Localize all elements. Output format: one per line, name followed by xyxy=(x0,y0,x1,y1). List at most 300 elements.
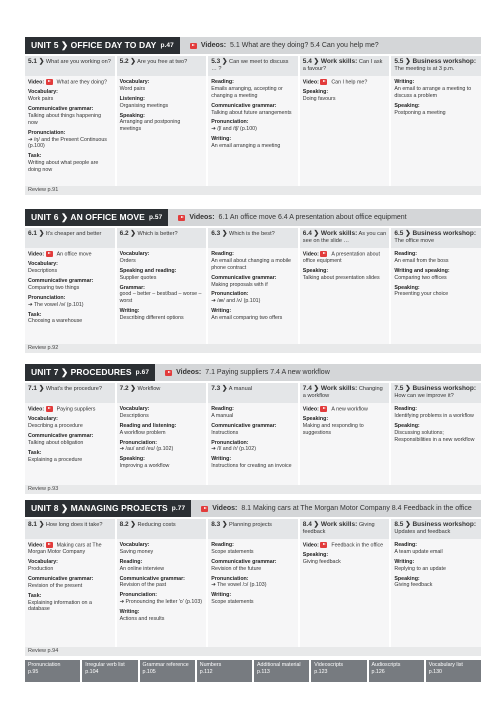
footer-item-page: p.104 xyxy=(85,668,99,675)
lesson-entry xyxy=(28,130,112,151)
footer-item xyxy=(25,660,82,682)
entry-text: ➔ The vowel /ɔ/ (p.103) xyxy=(211,582,267,589)
unit-title xyxy=(25,37,180,54)
footer-item-page: p.105 xyxy=(142,668,156,675)
lesson-entry xyxy=(28,295,112,309)
lesson-number: 5.4 ❯ Work skills: xyxy=(302,58,358,65)
lesson-number: 8.5 ❯ Business workshop: xyxy=(394,521,477,528)
lesson-number: 8.2 ❯ xyxy=(119,521,136,528)
lesson-entry xyxy=(303,542,387,549)
lesson-number: 8.3 ❯ xyxy=(211,521,228,528)
entry-text: What are they doing? xyxy=(56,79,107,86)
lesson-entry xyxy=(211,119,295,133)
video-icon xyxy=(320,79,327,85)
lesson-title: What's the procedure? xyxy=(45,386,102,392)
unit-block xyxy=(25,500,481,656)
lesson-entry xyxy=(211,136,295,150)
unit-header xyxy=(25,209,481,226)
lesson-column xyxy=(117,539,209,647)
lesson-entry xyxy=(394,251,478,265)
lesson-header xyxy=(391,519,481,539)
lesson-entry xyxy=(28,312,112,326)
unit-videos xyxy=(191,500,472,517)
lesson-entry xyxy=(28,89,112,103)
lesson-entry xyxy=(303,416,387,437)
entry-text: ➔ /ʃ/ and /tʃ/ (p.100) xyxy=(211,126,257,133)
entry-label: Reading: xyxy=(394,542,418,548)
lesson-header xyxy=(117,383,209,403)
entry-label: Communicative grammar: xyxy=(211,102,277,109)
videos-label: Videos: xyxy=(200,42,227,49)
lesson-title: Are you free at two? xyxy=(137,59,188,65)
entry-label: Writing: xyxy=(211,308,232,315)
lesson-entry xyxy=(28,433,112,447)
entry-label: Reading and listening: xyxy=(119,422,177,429)
entry-label: Vocabulary: xyxy=(119,251,150,257)
lesson-title: Which is better? xyxy=(137,231,178,237)
lesson-entry xyxy=(211,456,295,470)
entry-label: Speaking: xyxy=(119,112,145,119)
lesson-title: Giving feedback xyxy=(302,522,375,536)
video-icon xyxy=(46,251,53,257)
entry-text: Arranging and postponing meetings xyxy=(119,119,181,133)
entry-label: Reading: xyxy=(394,251,418,257)
entry-label: Video: xyxy=(28,542,45,549)
footer-item-page: p.95 xyxy=(28,668,39,675)
entry-label: Communicative grammar: xyxy=(28,575,94,582)
entry-label: Vocabulary: xyxy=(28,559,58,566)
lesson-number: 7.1 ❯ xyxy=(28,385,45,392)
lesson-entry xyxy=(120,268,204,282)
entry-label: Speaking: xyxy=(394,422,420,429)
lesson-header xyxy=(208,519,300,539)
lesson-entry xyxy=(394,423,478,444)
lesson-column xyxy=(300,248,392,344)
lesson-entry xyxy=(28,406,112,413)
review-link: Review p.92 xyxy=(25,344,481,353)
review-link: Review p.91 xyxy=(25,186,481,195)
footer-item-title: Pronunciation xyxy=(28,662,61,668)
entry-label: Listening: xyxy=(119,95,145,102)
lesson-number: 8.4 ❯ Work skills: xyxy=(302,521,358,528)
entry-text: Making and responding to suggestions xyxy=(302,423,364,437)
entry-label: Video: xyxy=(28,79,45,86)
videos-label: Videos: xyxy=(189,214,215,221)
entry-text: ➔ /æ/ and /ʌ/ (p.101) xyxy=(211,298,261,305)
lesson-number: 6.2 ❯ xyxy=(119,230,136,237)
entry-text: Describing a procedure xyxy=(28,423,83,430)
unit-title xyxy=(25,364,155,381)
entry-text: An email to arrange a meeting to discuss a problem xyxy=(394,85,472,99)
reference-footer xyxy=(25,660,481,682)
entry-text: Instructions for creating an invoice xyxy=(211,463,292,470)
entry-text: A team update email xyxy=(394,548,443,555)
lesson-column xyxy=(208,76,300,186)
lesson-entry xyxy=(211,406,295,420)
footer-item xyxy=(311,660,368,682)
lesson-title: The meeting is at 3 p.m. xyxy=(394,66,455,73)
entry-text: good – better – best/bad – worse – worst xyxy=(119,291,202,305)
lesson-content-row xyxy=(25,403,481,485)
lesson-entry xyxy=(120,609,204,623)
unit-title xyxy=(25,500,191,517)
lesson-entry xyxy=(211,559,295,573)
lesson-entry xyxy=(211,275,295,289)
entry-label: Writing: xyxy=(119,609,140,615)
entry-text: Giving feedback xyxy=(302,559,341,566)
lesson-entry xyxy=(211,592,295,606)
lesson-header xyxy=(391,228,481,248)
lesson-column xyxy=(25,403,117,485)
footer-item xyxy=(197,660,254,682)
lesson-number: 8.1 ❯ xyxy=(28,521,45,528)
lesson-number: 6.3 ❯ xyxy=(211,230,228,237)
footer-item-title: Videoscripts xyxy=(314,662,344,668)
lesson-header xyxy=(117,519,209,539)
lesson-entry xyxy=(120,308,204,322)
lesson-entry xyxy=(120,592,204,606)
entry-text: Word pairs xyxy=(119,85,146,92)
lesson-entry xyxy=(211,576,295,590)
entry-text: Talking about obligation xyxy=(28,439,84,446)
entry-label: Video: xyxy=(302,406,319,413)
lesson-number: 5.2 ❯ xyxy=(119,58,136,65)
lesson-entry xyxy=(28,576,112,590)
entry-text: Talking about future arrangements xyxy=(211,109,292,116)
lesson-entry xyxy=(303,406,387,413)
unit-title-text: UNIT 8 ❯ MANAGING PROJECTS xyxy=(31,503,168,513)
entry-text: Choosing a warehouse xyxy=(28,318,83,325)
entry-text: Discussing solutions; Responsibilities in a new workflow xyxy=(394,429,475,443)
lesson-header xyxy=(300,383,392,403)
lesson-title: A manual xyxy=(228,386,253,392)
entry-label: Video: xyxy=(28,251,45,258)
entry-label: Communicative grammar: xyxy=(28,278,94,285)
entry-label: Speaking: xyxy=(302,89,329,96)
entry-text: A new workflow xyxy=(331,406,368,413)
lesson-number: 6.5 ❯ Business workshop: xyxy=(394,230,477,237)
lesson-row xyxy=(25,519,481,539)
entry-label: Writing: xyxy=(211,456,232,463)
lesson-header xyxy=(25,228,117,248)
lesson-entry xyxy=(28,542,112,556)
entry-text: Revision of the future xyxy=(211,565,262,572)
entry-label: Reading: xyxy=(211,251,234,257)
unit-videos xyxy=(180,37,379,54)
entry-text: Talking about presentation slides xyxy=(302,275,380,282)
lesson-entry xyxy=(120,576,204,590)
footer-item xyxy=(254,660,311,682)
lesson-title: Planning projects xyxy=(229,522,272,528)
footer-item-page: p.113 xyxy=(257,668,270,675)
video-icon xyxy=(320,251,327,257)
video-icon xyxy=(46,406,53,412)
lesson-row xyxy=(25,56,481,76)
entry-text: Orders xyxy=(119,257,136,264)
lesson-header xyxy=(208,228,300,248)
entry-label: Reading: xyxy=(211,542,234,548)
entry-text: ➔ /ŋ/ and the Present Continuous (p.100) xyxy=(28,136,107,150)
unit-title xyxy=(25,209,168,226)
entry-label: Speaking: xyxy=(119,456,145,463)
lesson-entry xyxy=(28,261,112,275)
videos-list: 5.1 What are they doing? 5.4 Can you help me? xyxy=(230,42,379,49)
lesson-column xyxy=(117,248,209,344)
entry-label: Video: xyxy=(302,542,319,549)
video-icon xyxy=(46,542,53,548)
entry-label: Task: xyxy=(28,153,42,160)
entry-text: Revision of the present xyxy=(28,582,83,589)
lesson-header xyxy=(117,56,209,76)
entry-label: Task: xyxy=(28,449,42,456)
entry-label: Vocabulary: xyxy=(28,416,58,423)
lesson-number: 5.1 ❯ xyxy=(28,58,45,65)
lesson-entry xyxy=(211,103,295,117)
entry-label: Writing and speaking: xyxy=(394,267,450,274)
lesson-entry xyxy=(120,440,204,454)
lesson-column xyxy=(25,248,117,344)
lesson-title: Workflow xyxy=(137,386,161,392)
entry-text: Describing different options xyxy=(119,315,184,321)
lesson-entry xyxy=(120,559,204,573)
review-link: Review p.94 xyxy=(25,647,481,656)
lesson-entry xyxy=(211,291,295,305)
lesson-number: 5.3 ❯ xyxy=(211,58,228,65)
entry-label: Speaking: xyxy=(302,416,329,423)
lesson-entry xyxy=(303,251,387,265)
entry-label: Speaking: xyxy=(394,284,420,291)
lesson-column xyxy=(208,248,300,344)
lesson-column xyxy=(208,403,300,485)
entry-label: Task: xyxy=(28,311,42,318)
lesson-entry xyxy=(120,113,204,134)
lesson-number: 6.1 ❯ xyxy=(28,230,45,237)
lesson-entry xyxy=(303,89,387,103)
entry-text: An office move xyxy=(56,251,92,258)
footer-item xyxy=(140,660,197,682)
lesson-entry xyxy=(120,79,204,93)
entry-label: Writing: xyxy=(211,136,232,143)
lesson-title: How can we improve it? xyxy=(394,393,454,400)
lesson-title: Changing a workflow xyxy=(302,386,383,400)
entry-label: Writing: xyxy=(394,558,415,565)
lesson-entry xyxy=(211,251,295,272)
lesson-entry xyxy=(303,79,387,86)
entry-label: Speaking: xyxy=(302,552,329,559)
lesson-entry xyxy=(394,268,478,282)
lesson-entry xyxy=(211,542,295,556)
lesson-entry xyxy=(211,79,295,100)
lesson-content-row xyxy=(25,76,481,186)
lesson-column xyxy=(25,76,117,186)
entry-text: Revision of the past xyxy=(119,582,167,589)
footer-item-title: Vocabulary list xyxy=(428,662,463,668)
lesson-header xyxy=(300,228,392,248)
lesson-entry xyxy=(28,251,112,258)
lesson-header xyxy=(391,383,481,403)
footer-item-title: Irregular verb list xyxy=(85,662,125,668)
lesson-header xyxy=(25,383,117,403)
lesson-row xyxy=(25,228,481,248)
entry-text: A presentation about office equipment xyxy=(302,251,380,265)
entry-text: ➔ /au/ and /eu/ (p.102) xyxy=(119,446,174,453)
lesson-header xyxy=(25,56,117,76)
lesson-row xyxy=(25,383,481,403)
footer-item-title: Numbers xyxy=(199,662,222,668)
lesson-header xyxy=(208,56,300,76)
lesson-entry xyxy=(120,285,204,306)
lesson-title: Can we meet to discuss … ? xyxy=(211,59,289,73)
entry-text: Making cars at The Morgan Motor Company xyxy=(28,542,102,556)
lesson-header xyxy=(391,56,481,76)
entry-text: Replying to an update xyxy=(394,565,446,572)
unit-videos xyxy=(155,364,330,381)
entry-text: Making proposals with if xyxy=(211,281,268,288)
entry-text: ➔ The vowel /ə/ (p.101) xyxy=(28,301,84,308)
lesson-entry xyxy=(28,416,112,430)
lesson-header xyxy=(25,519,117,539)
lesson-content-row xyxy=(25,539,481,647)
lesson-entry xyxy=(120,96,204,110)
entry-text: Scope statements xyxy=(211,599,254,606)
lesson-column xyxy=(391,403,481,485)
entry-label: Pronunciation: xyxy=(211,119,249,126)
unit-block xyxy=(25,209,481,353)
footer-item xyxy=(82,660,139,682)
entry-label: Vocabulary: xyxy=(28,261,58,268)
entry-text: Organising meetings xyxy=(119,102,169,109)
entry-label: Speaking and reading: xyxy=(119,267,177,274)
entry-label: Task: xyxy=(28,592,42,599)
entry-label: Video: xyxy=(302,251,319,258)
lesson-title: As you can see on the slide … xyxy=(302,231,387,245)
entry-text: A workflow problem xyxy=(119,429,166,436)
entry-label: Vocabulary: xyxy=(119,542,150,548)
entry-label: Pronunciation: xyxy=(211,291,249,298)
lesson-entry xyxy=(120,542,204,556)
entry-text: Giving feedback xyxy=(394,582,433,589)
lesson-title: It's cheaper and better xyxy=(45,231,102,237)
review-link: Review p.93 xyxy=(25,485,481,494)
lesson-entry xyxy=(28,593,112,614)
lesson-title: Can I ask a favour? xyxy=(302,59,383,73)
footer-item-page: p.123 xyxy=(314,668,328,675)
unit-block xyxy=(25,364,481,494)
entry-text: ➔ Pronouncing the letter 'o' (p.103) xyxy=(119,599,203,606)
lesson-entry xyxy=(28,153,112,174)
entry-text: Writing about what people are doing now xyxy=(28,160,99,174)
lesson-column xyxy=(117,403,209,485)
lesson-entry xyxy=(394,559,478,573)
lesson-entry xyxy=(120,456,204,470)
lesson-column xyxy=(391,248,481,344)
unit-title-text: UNIT 7 ❯ PROCEDURES xyxy=(31,367,132,377)
entry-label: Communicative grammar: xyxy=(28,433,94,440)
unit-title-text: UNIT 5 ❯ OFFICE DAY TO DAY xyxy=(31,40,157,50)
lesson-entry xyxy=(303,552,387,566)
entry-text: Supplier quotes xyxy=(119,274,157,281)
entry-label: Video: xyxy=(302,79,319,86)
lesson-column xyxy=(25,539,117,647)
entry-label: Vocabulary: xyxy=(119,79,150,85)
lesson-number: 6.4 ❯ Work skills: xyxy=(302,230,358,237)
unit-header xyxy=(25,37,481,54)
footer-item-page: p.112 xyxy=(199,668,213,675)
lesson-title: How long does it take? xyxy=(45,522,103,528)
entry-label: Communicative grammar: xyxy=(211,422,277,429)
unit-header xyxy=(25,500,481,517)
videos-list: 6.1 An office move 6.4 A presentation about office equipment xyxy=(218,214,407,221)
entry-label: Speaking: xyxy=(394,575,420,582)
lesson-entry xyxy=(28,450,112,464)
lesson-header xyxy=(117,228,209,248)
video-icon xyxy=(178,215,185,221)
video-icon xyxy=(190,43,197,49)
entry-text: Presenting your choice xyxy=(394,291,449,298)
unit-page: p.77 xyxy=(171,505,186,512)
lesson-column xyxy=(117,76,209,186)
unit-videos xyxy=(168,209,406,226)
entry-text: Emails arranging, accepting or changing a meeting xyxy=(211,85,283,99)
lesson-title: What are you working on? xyxy=(45,59,111,65)
entry-label: Pronunciation: xyxy=(119,592,157,599)
lesson-header xyxy=(208,383,300,403)
entry-text: Explaining a procedure xyxy=(28,456,83,463)
entry-label: Reading: xyxy=(394,406,418,412)
lesson-entry xyxy=(211,440,295,454)
footer-item xyxy=(426,660,481,682)
lesson-entry xyxy=(28,559,112,573)
lesson-number: 7.4 ❯ Work skills: xyxy=(302,385,358,392)
lesson-column xyxy=(300,403,392,485)
video-icon xyxy=(165,370,172,376)
videos-list: 8.1 Making cars at The Morgan Motor Company 8.4 Feedback in the office xyxy=(241,505,472,512)
lesson-title: Updates and feedback xyxy=(394,529,451,536)
entry-text: Talking about things happening now xyxy=(28,112,102,126)
entry-label: Vocabulary: xyxy=(28,89,58,96)
entry-text: Feedback in the office xyxy=(331,542,384,549)
lesson-entry xyxy=(394,285,478,299)
lesson-header xyxy=(300,519,392,539)
entry-label: Communicative grammar: xyxy=(28,106,94,113)
entry-label: Pronunciation: xyxy=(211,439,249,446)
entry-label: Pronunciation: xyxy=(28,129,66,136)
entry-label: Pronunciation: xyxy=(211,575,249,582)
entry-text: ➔ /l/ and /r/ (p.102) xyxy=(211,446,256,453)
lesson-entry xyxy=(303,268,387,282)
lesson-number: 5.5 ❯ Business workshop: xyxy=(394,58,477,65)
entry-text: Doing favours xyxy=(302,96,336,103)
entry-label: Reading: xyxy=(211,406,234,412)
unit-page: p.67 xyxy=(135,369,150,376)
entry-label: Pronunciation: xyxy=(119,439,157,446)
footer-item-title: Audioscripts xyxy=(371,662,401,668)
footer-item xyxy=(369,660,426,682)
entry-label: Video: xyxy=(28,406,45,413)
entry-label: Writing: xyxy=(394,79,415,85)
videos-list: 7.1 Paying suppliers 7.4 A new workflow xyxy=(205,369,330,376)
lesson-column xyxy=(208,539,300,647)
unit-header xyxy=(25,364,481,381)
entry-text: Scope statements xyxy=(211,548,254,555)
entry-text: Explaining information on a database xyxy=(28,599,92,613)
lesson-entry xyxy=(394,576,478,590)
entry-text: A manual xyxy=(211,412,234,419)
footer-item-page: p.130 xyxy=(428,668,443,675)
entry-label: Communicative grammar: xyxy=(119,575,185,582)
video-icon xyxy=(201,506,208,512)
entry-label: Speaking: xyxy=(302,268,329,275)
